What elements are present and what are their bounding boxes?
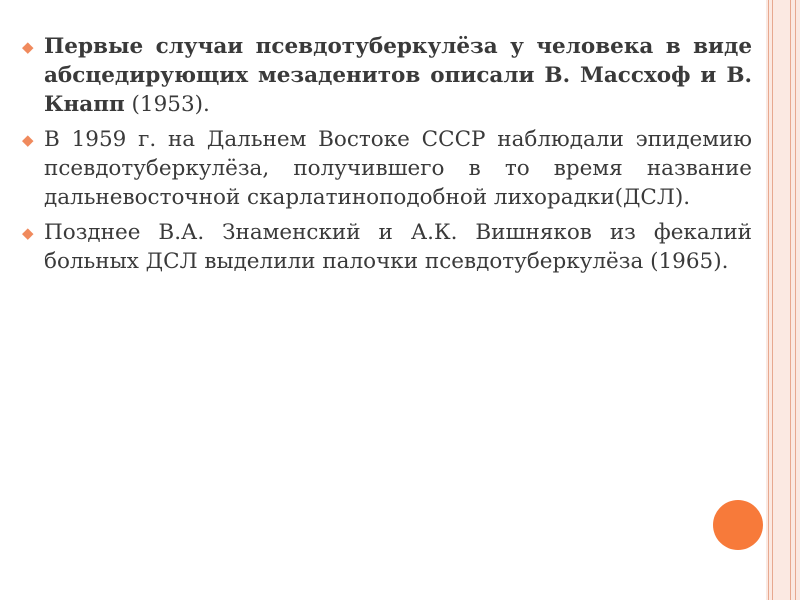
decorative-line [790, 0, 791, 600]
paragraph-2-text: В 1959 г. на Дальнем Востоке СССР наблюдали эпидемию псевдотуберкулёза, получившего в то время название дальневосточной скарлатиноподобной лихорадки(ДСЛ). [44, 127, 752, 210]
decorative-line [795, 0, 796, 600]
bullet-icon: ◆ [22, 224, 34, 242]
paragraph-1-year: (1953). [124, 92, 210, 117]
decorative-line [768, 0, 769, 600]
bullet-icon: ◆ [22, 131, 34, 149]
bullet-paragraph-3 [22, 218, 752, 276]
decorative-line [772, 0, 773, 600]
bullet-icon: ◆ [22, 38, 34, 56]
orange-circle-decoration [713, 500, 763, 550]
bullet-paragraph-1 [22, 32, 752, 119]
paragraph-3-text: Позднее В.А. Знаменский и А.К. Вишняков из фекалий больных ДСЛ выделили палочки псевдотуберкулёза (1965). [44, 220, 752, 274]
paragraph-1-bold-text: Первые случаи псевдотуберкулёза у человека в виде абсцедирующих мезаденитов описали В. Массхоф и В. Кнапп [44, 34, 752, 117]
bullet-paragraph-2 [22, 125, 752, 212]
slide-body [22, 32, 752, 282]
